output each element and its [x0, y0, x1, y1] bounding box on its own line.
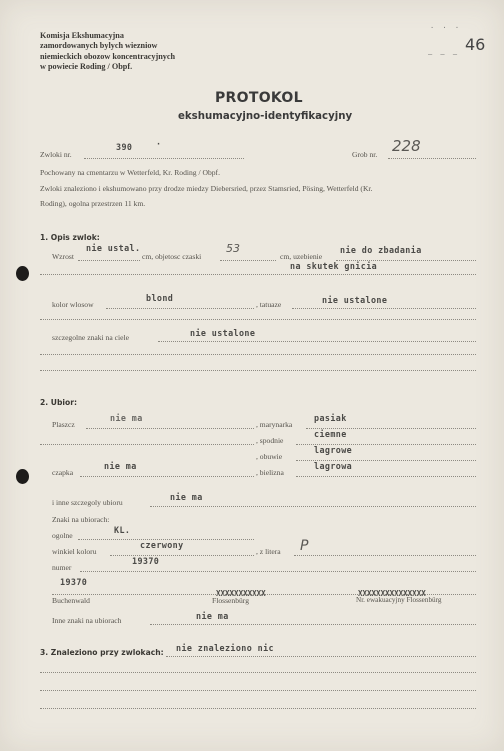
- document-title: PROTOKOL: [215, 90, 303, 106]
- znaleziono-line: [166, 656, 476, 657]
- kolor-value: blond: [146, 293, 174, 303]
- czaszka-unit: cm, uzebienie: [280, 252, 323, 261]
- inne-value: nie ma: [170, 492, 203, 502]
- znaki-label: szczegolne znaki na ciele: [52, 333, 129, 342]
- litera-line: [294, 555, 476, 556]
- znaki-ubior-label: Znaki na ubiorach:: [52, 515, 110, 524]
- spodnie-label: , spodnie: [256, 436, 284, 445]
- znaleziono-blank-line-3: [40, 708, 476, 709]
- camp-numbers-line: [52, 594, 476, 595]
- flossenburg-strike: XXXXXXXXXXX: [216, 589, 266, 598]
- buchenwald-label: Buchenwald: [52, 596, 90, 605]
- inne-znaki-label: Inne znaki na ubiorach: [52, 616, 122, 625]
- czapka-value: nie ma: [104, 461, 137, 471]
- intro-line-3: Roding), ogolna przestrzen 11 km.: [40, 199, 146, 208]
- inne-znaki-value: nie ma: [196, 611, 229, 621]
- kolor-label: kolor wlosow: [52, 300, 94, 309]
- inne-znaki-line: [150, 624, 476, 625]
- znaleziono-blank-line-2: [40, 690, 476, 691]
- wzrost-line: [78, 260, 140, 261]
- tatuaze-line: [292, 308, 476, 309]
- marynarka-label: , marynarka: [256, 420, 293, 429]
- intro-line-1: Pochowany na cmentarzu w Wetterfeld, Kr. Roding / Obpf.: [40, 168, 220, 177]
- czapka-line: [80, 476, 254, 477]
- wzrost-value: nie ustal.: [86, 243, 141, 253]
- mark-dots-bottom: – – –: [428, 50, 460, 58]
- punch-hole-top: [16, 266, 29, 281]
- numer-value: 19370: [132, 556, 160, 566]
- opis-blank-line-2: [40, 319, 476, 320]
- marynarka-value: pasiak: [314, 413, 347, 423]
- plaszcz-label: Plaszcz: [52, 420, 75, 429]
- uzebienie-value-1: nie do zbadania: [340, 245, 422, 255]
- intro-line-2: Zwloki znaleziono i ekshumowano przy drodze miedzy Diebersried, przez Stamsried, Pösing, Wetterfeld (Kr.: [40, 184, 373, 193]
- spodnie-value: ciemne: [314, 429, 347, 439]
- flossenburg-label: Flossenbürg: [212, 596, 249, 605]
- section-opis-heading: 1. Opis zwlok:: [40, 233, 100, 242]
- zwloki-number: 390: [116, 142, 133, 152]
- ogolne-label: ogolne: [52, 531, 73, 540]
- header-line-3: niemieckich obozow koncentracyjnych: [40, 51, 176, 61]
- numer-label: numer: [52, 563, 72, 572]
- opis-blank-line-3: [40, 354, 476, 355]
- ogolne-value: KL.: [114, 525, 131, 535]
- opis-blank-line-1: [40, 274, 476, 275]
- czaszka-line: [220, 260, 276, 261]
- obuwie-value: lagrowe: [314, 445, 353, 455]
- winkiel-label: winkiel koloru: [52, 547, 97, 556]
- ewak-strike: XXXXXXXXXXXXXXX: [358, 589, 426, 598]
- zwloki-dot: ·: [156, 139, 162, 149]
- znaki-line: [158, 341, 476, 342]
- wzrost-unit: cm, objetosc czaski: [142, 252, 202, 261]
- zwloki-line: [84, 158, 244, 159]
- section-znaleziono-heading: 3. Znaleziono przy zwlokach:: [40, 648, 164, 657]
- commission-header: [40, 31, 175, 73]
- znaki-value: nie ustalone: [190, 328, 256, 338]
- bielizna-value: lagrowa: [314, 461, 353, 471]
- header-line-2: zamordowanych bylych wiezniow: [40, 41, 158, 51]
- punch-hole-bottom: [16, 469, 29, 484]
- numer-value-buchenwald: 19370: [60, 577, 88, 587]
- litera-label: , z litera: [256, 547, 281, 556]
- ewak-label: Nr. ewakuacyjny Flossenbürg: [356, 596, 442, 604]
- kolor-line: [106, 308, 254, 309]
- inne-line: [150, 506, 476, 507]
- litera-value: P: [300, 538, 309, 554]
- bielizna-line: [296, 476, 476, 477]
- grob-label: Grob nr.: [352, 150, 378, 159]
- opis-blank-line-4: [40, 370, 476, 371]
- header-line-1: Komisja Ekshumacyjna: [40, 31, 124, 40]
- section-ubior-heading: 2. Ubior:: [40, 398, 78, 407]
- czaszka-value: 53: [226, 242, 240, 255]
- page-number: 46: [465, 35, 486, 54]
- obuwie-label: , obuwie: [256, 452, 283, 461]
- header-line-4: w powiecie Roding / Obpf.: [40, 62, 133, 72]
- znaleziono-blank-line-1: [40, 672, 476, 673]
- tatuaze-label: , tatuaze: [256, 300, 282, 309]
- mark-dots-top: · · ·: [430, 24, 462, 32]
- plaszcz-blank-line: [40, 444, 254, 445]
- grob-number: 228: [392, 137, 421, 155]
- znaleziono-value: nie znaleziono nic: [176, 643, 274, 653]
- czapka-label: czapka: [52, 468, 74, 477]
- numer-line: [80, 571, 476, 572]
- bielizna-label: , bielizna: [256, 468, 284, 477]
- tatuaze-value: nie ustalone: [322, 295, 388, 305]
- document-subtitle: ekshumacyjno-identyfikacyjny: [178, 111, 353, 122]
- wzrost-label: Wzrost: [52, 252, 74, 261]
- uzebienie-value-2: na skutek gnicia: [290, 261, 378, 271]
- zwloki-label: Zwloki nr.: [40, 150, 72, 159]
- plaszcz-line: [86, 428, 254, 429]
- inne-label: i inne szczegoly ubioru: [52, 498, 123, 507]
- grob-line: [388, 158, 476, 159]
- winkiel-value: czerwony: [140, 540, 184, 550]
- plaszcz-value: nie ma: [110, 413, 143, 423]
